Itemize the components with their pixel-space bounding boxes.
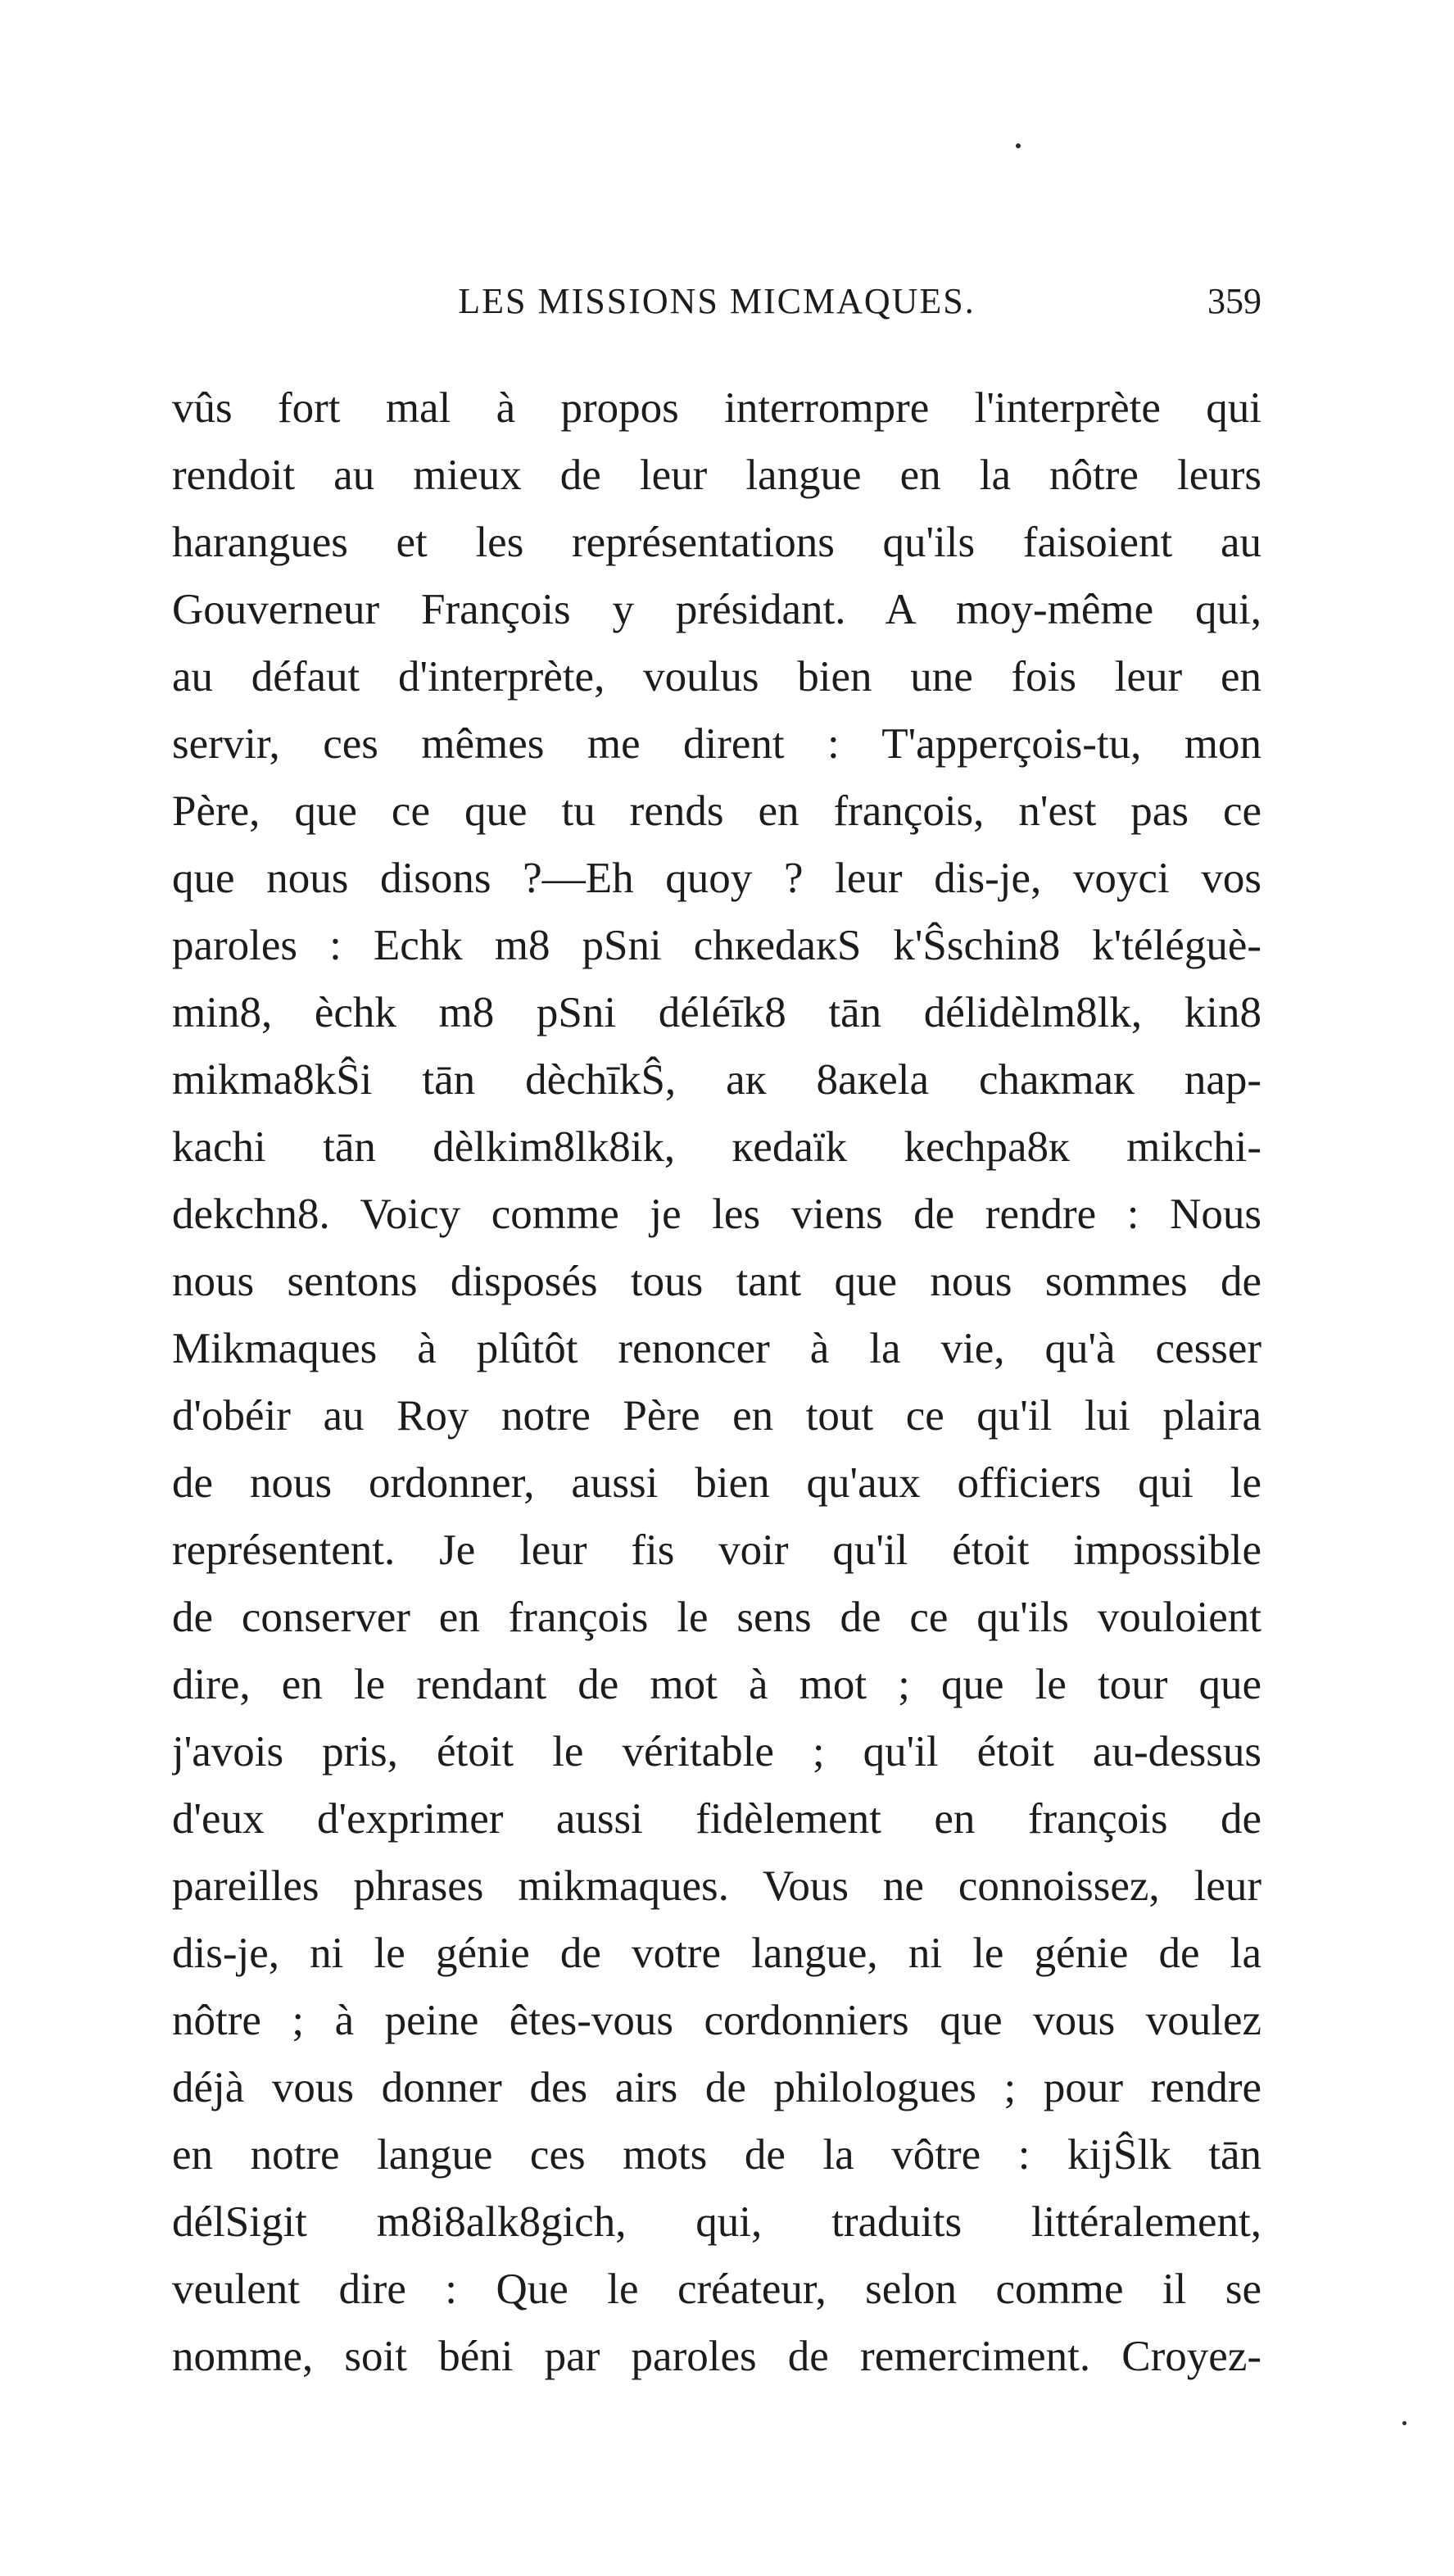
text-line: kachi tān dèlkim8lk8ik, кedaïk kechpa8к mikchi-	[172, 1123, 1261, 1171]
text-line: min8, èchk m8 pSni déléīk8 tān délidèlm8lk, kin8	[172, 989, 1261, 1036]
ink-speck	[1402, 2421, 1406, 2425]
text-line: de nous ordonner, aussi bien qu'aux officiers qui le	[172, 1459, 1261, 1507]
text-line: j'avois pris, étoit le véritable ; qu'il étoit au-dessus	[172, 1728, 1261, 1776]
text-line: déjà vous donner des airs de philologues ; pour rendre	[172, 2064, 1261, 2111]
text-line: nôtre ; à peine êtes-vous cordonniers que vous voulez	[172, 1997, 1261, 2044]
text-line: mikma8kŜi tān dèchīkŜ, aк 8aкela chaкmaк nap-	[172, 1056, 1261, 1104]
text-line: de conserver en françois le sens de ce qu'ils vouloient	[172, 1594, 1261, 1641]
body-text	[172, 374, 1261, 2390]
text-line: paroles : Echk m8 pSni chкedaкS k'Ŝschin8 k'téléguè-	[172, 922, 1261, 969]
text-line: rendoit au mieux de leur langue en la nôtre leurs	[172, 451, 1261, 499]
text-line: veulent dire : Que le créateur, selon comme il se	[172, 2265, 1261, 2313]
page-number: 359	[1207, 281, 1261, 321]
text-line: vûs fort mal à propos interrompre l'interprète qui	[172, 384, 1261, 432]
text-line: nous sentons disposés tous tant que nous sommes de	[172, 1258, 1261, 1305]
text-line: représentent. Je leur fis voir qu'il étoit impossible	[172, 1526, 1261, 1574]
text-line: Gouverneur François y présidant. A moy-même qui,	[172, 586, 1261, 633]
text-line: d'eux d'exprimer aussi fidèlement en françois de	[172, 1795, 1261, 1843]
text-line: Père, que ce que tu rends en françois, n'est pas ce	[172, 787, 1261, 835]
text-line: dire, en le rendant de mot à mot ; que le tour que	[172, 1661, 1261, 1708]
text-line: Mikmaques à plûtôt renoncer à la vie, qu'à cesser	[172, 1325, 1261, 1372]
text-line: servir, ces mêmes me dirent : T'apperçois-tu, mon	[172, 720, 1261, 768]
text-line: nomme, soit béni par paroles de remerciment. Croyez-	[172, 2333, 1261, 2380]
running-title: LES MISSIONS MICMAQUES.	[458, 281, 976, 321]
text-line: en notre langue ces mots de la vôtre : kijŜlk tān	[172, 2131, 1261, 2179]
text-line: pareilles phrases mikmaques. Vous ne connoissez, leur	[172, 1862, 1261, 1910]
text-line: dis-je, ni le génie de votre langue, ni le génie de la	[172, 1930, 1261, 1977]
text-line: délSigit m8i8alk8gich, qui, traduits littéralement,	[172, 2198, 1261, 2246]
text-line: harangues et les représentations qu'ils faisoient au	[172, 519, 1261, 566]
page-header	[172, 277, 1261, 326]
text-line: que nous disons ?—Eh quoy ? leur dis-je, voyci vos	[172, 855, 1261, 902]
ink-speck	[1016, 143, 1021, 148]
text-line: d'obéir au Roy notre Père en tout ce qu'il lui plaira	[172, 1392, 1261, 1440]
text-line: dekchn8. Voicy comme je les viens de rendre : Nous	[172, 1190, 1261, 1238]
text-line: au défaut d'interprète, voulus bien une fois leur en	[172, 653, 1261, 701]
